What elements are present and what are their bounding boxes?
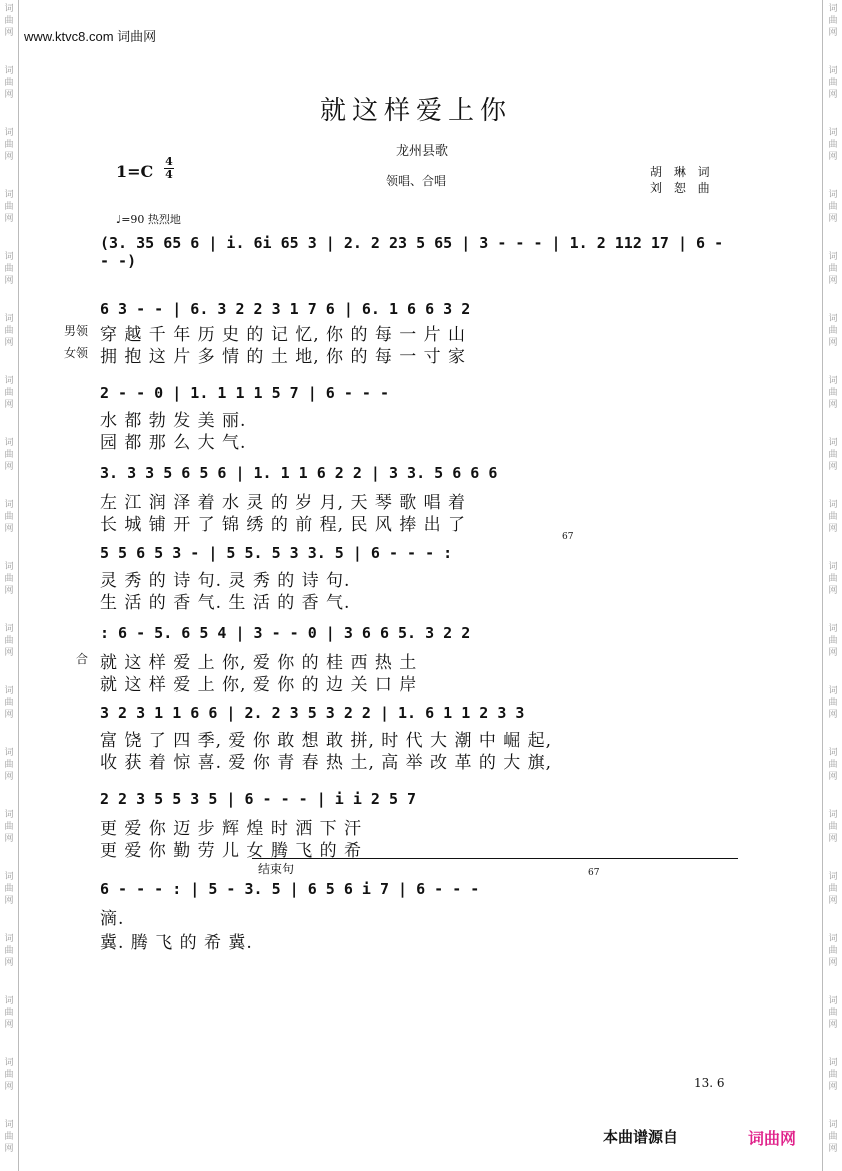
side-watermark-char: 词 — [4, 686, 14, 696]
lyrics-row-7-female: 收 获 着 惊 喜. 爱 你 青 春 热 土, 高 举 改 革 的 大 旗, — [100, 753, 553, 773]
side-watermark-char: 曲 — [4, 1070, 14, 1080]
side-watermark-char: 网 — [828, 462, 838, 472]
side-watermark-char: 曲 — [4, 78, 14, 88]
right-watermark-strip — [826, 0, 840, 1171]
side-watermark-char: 网 — [4, 90, 14, 100]
side-watermark-char: 词 — [4, 128, 14, 138]
side-watermark-char: 曲 — [4, 884, 14, 894]
side-watermark-char: 曲 — [828, 1070, 838, 1080]
singers: 领唱、合唱 — [386, 174, 447, 188]
notation-row-5: 5 5 6 5 3 - | 5 5. 5 3 3. 5 | 6 - - - : — [100, 544, 453, 562]
key-signature: 1=C — [116, 162, 154, 181]
side-watermark-char: 曲 — [828, 946, 838, 956]
side-watermark-char: 曲 — [828, 326, 838, 336]
side-watermark-char: 词 — [828, 1120, 838, 1130]
side-watermark-char: 曲 — [4, 326, 14, 336]
side-watermark-char: 词 — [828, 810, 838, 820]
side-watermark-char: 词 — [4, 190, 14, 200]
lyrics-row-3-male: 水 都 勃 发 美 丽. — [100, 411, 247, 431]
side-watermark-char: 网 — [4, 462, 14, 472]
lyrics-row-9-female: 冀. 腾 飞 的 希 冀. — [100, 933, 253, 953]
side-watermark-char: 词 — [828, 562, 838, 572]
side-watermark-char: 词 — [828, 996, 838, 1006]
side-watermark-char: 词 — [828, 438, 838, 448]
notation-row-3: 2 - - 0 | 1. 1 1 1 5 7 | 6 - - - — [100, 384, 389, 402]
side-watermark-char: 词 — [828, 872, 838, 882]
side-watermark-char: 曲 — [4, 16, 14, 26]
notation-row-1: (3. 35 65 6 | i. 6i 65 3 | 2. 2 23 5 65 | 3 - - - | 1. 2 112 17 | 6 - - -) — [100, 234, 724, 270]
side-watermark-char: 网 — [828, 338, 838, 348]
side-watermark-char: 曲 — [828, 140, 838, 150]
side-watermark-char: 网 — [4, 648, 14, 658]
side-watermark-char: 网 — [4, 1020, 14, 1030]
side-watermark-char: 曲 — [828, 698, 838, 708]
side-watermark-char: 曲 — [4, 202, 14, 212]
side-watermark-char: 网 — [828, 90, 838, 100]
notation-row-6: : 6 - 5. 6 5 4 | 3 - - 0 | 3 6 6 5. 3 2 2 — [100, 624, 471, 642]
side-watermark-char: 曲 — [828, 636, 838, 646]
part-label-female: 女领 — [64, 346, 89, 360]
side-watermark-char: 曲 — [4, 822, 14, 832]
lyrics-row-7-male: 富 饶 了 四 季, 爱 你 敢 想 敢 拼, 时 代 大 潮 中 崛 起, — [100, 731, 553, 751]
side-watermark-char: 网 — [828, 400, 838, 410]
left-watermark-strip — [2, 0, 16, 1171]
notation-row-4: 3. 3 3 5 6 5 6 | 1. 1 1 6 2 2 | 3 3. 5 6 6 6 — [100, 464, 498, 482]
side-watermark-char: 词 — [828, 1058, 838, 1068]
side-watermark-char: 曲 — [4, 1132, 14, 1142]
side-watermark-char: 网 — [828, 1082, 838, 1092]
side-watermark-char: 曲 — [4, 512, 14, 522]
side-watermark-char: 曲 — [4, 140, 14, 150]
side-watermark-char: 曲 — [4, 264, 14, 274]
lyricist-credit: 胡 琳 词 — [650, 165, 714, 179]
lyrics-row-2-female: 拥 抱 这 片 多 情 的 土 地, 你 的 每 一 寸 家 — [100, 347, 467, 367]
lyrics-row-6-male: 就 这 样 爱 上 你, 爱 你 的 桂 西 热 土 — [100, 653, 418, 673]
side-watermark-char: 曲 — [828, 574, 838, 584]
composer-credit: 刘 恕 曲 — [650, 181, 714, 195]
side-watermark-char: 曲 — [828, 450, 838, 460]
side-watermark-char: 网 — [828, 896, 838, 906]
left-margin-line — [18, 0, 19, 1171]
notation-row-7: 3 2 3 1 1 6 6 | 2. 2 3 5 3 2 2 | 1. 6 1 1 2 3 3 — [100, 704, 525, 722]
side-watermark-char: 词 — [4, 872, 14, 882]
lyrics-row-4-male: 左 江 润 泽 着 水 灵 的 岁 月, 天 琴 歌 唱 着 — [100, 493, 467, 513]
side-watermark-char: 曲 — [4, 574, 14, 584]
side-watermark-char: 网 — [828, 710, 838, 720]
side-watermark-char: 曲 — [4, 760, 14, 770]
side-watermark-char: 网 — [828, 28, 838, 38]
side-watermark-char: 词 — [828, 624, 838, 634]
time-signature-top: 4 — [165, 155, 173, 168]
side-watermark-char: 词 — [828, 686, 838, 696]
grace-note-row-5: 67 — [562, 532, 574, 542]
lyrics-row-6-female: 就 这 样 爱 上 你, 爱 你 的 边 关 口 岸 — [100, 675, 418, 695]
side-watermark-char: 网 — [828, 1020, 838, 1030]
tempo-marking: ♩=90 热烈地 — [116, 213, 181, 226]
side-watermark-char: 网 — [4, 772, 14, 782]
part-label-male: 男领 — [64, 324, 89, 338]
side-watermark-char: 词 — [828, 500, 838, 510]
side-watermark-char: 词 — [4, 252, 14, 262]
side-watermark-char: 网 — [4, 710, 14, 720]
lyrics-row-5-male: 灵 秀 的 诗 句. 灵 秀 的 诗 句. — [100, 571, 351, 591]
part-label-chorus: 合 — [76, 652, 89, 666]
side-watermark-char: 词 — [4, 934, 14, 944]
side-watermark-char: 曲 — [4, 698, 14, 708]
side-watermark-char: 词 — [828, 252, 838, 262]
side-watermark-char: 词 — [828, 934, 838, 944]
side-watermark-char: 网 — [4, 958, 14, 968]
side-watermark-char: 词 — [828, 376, 838, 386]
side-watermark-char: 曲 — [828, 264, 838, 274]
side-watermark-char: 词 — [4, 748, 14, 758]
lyrics-row-2-male: 穿 越 千 年 历 史 的 记 忆, 你 的 每 一 片 山 — [100, 325, 467, 345]
side-watermark-char: 曲 — [828, 884, 838, 894]
side-watermark-char: 词 — [4, 624, 14, 634]
side-watermark-char: 网 — [4, 1144, 14, 1154]
side-watermark-char: 网 — [4, 524, 14, 534]
song-title: 就这样爱上你 — [320, 96, 513, 126]
side-watermark-char: 曲 — [4, 946, 14, 956]
site-header[interactable]: www.ktvc8.com 词曲网 — [24, 29, 157, 44]
side-watermark-char: 曲 — [828, 16, 838, 26]
side-watermark-char: 词 — [4, 810, 14, 820]
song-subtitle: 龙州县歌 — [396, 144, 449, 159]
side-watermark-char: 曲 — [828, 1132, 838, 1142]
side-watermark-char: 词 — [4, 376, 14, 386]
side-watermark-char: 词 — [4, 500, 14, 510]
side-watermark-char: 词 — [4, 4, 14, 14]
side-watermark-char: 曲 — [828, 822, 838, 832]
side-watermark-char: 词 — [828, 748, 838, 758]
side-watermark-char: 网 — [4, 896, 14, 906]
side-watermark-char: 网 — [828, 834, 838, 844]
side-watermark-char: 网 — [4, 400, 14, 410]
side-watermark-char: 网 — [4, 1082, 14, 1092]
side-watermark-char: 网 — [4, 338, 14, 348]
grace-note-row-9: 67 — [588, 868, 600, 878]
time-signature-bottom: 4 — [165, 168, 173, 181]
side-watermark-char: 网 — [828, 214, 838, 224]
notation-row-9: 6 - - - : | 5 - 3. 5 | 6 5 6 i 7 | 6 - - - — [100, 880, 480, 898]
side-watermark-char: 曲 — [828, 512, 838, 522]
side-watermark-char: 词 — [828, 4, 838, 14]
side-watermark-char: 网 — [828, 958, 838, 968]
side-watermark-char: 曲 — [4, 388, 14, 398]
page-number: 13. 6 — [694, 1076, 725, 1090]
ending-label: 结束句 — [258, 862, 295, 876]
ending-bracket — [252, 858, 738, 859]
side-watermark-char: 网 — [4, 214, 14, 224]
side-watermark-char: 词 — [4, 562, 14, 572]
side-watermark-char: 网 — [4, 28, 14, 38]
lyrics-row-5-female: 生 活 的 香 气. 生 活 的 香 气. — [100, 593, 351, 613]
footer-brand-link[interactable]: 词曲网 — [748, 1131, 797, 1148]
side-watermark-char: 词 — [4, 314, 14, 324]
side-watermark-char: 词 — [4, 1058, 14, 1068]
side-watermark-char: 词 — [828, 66, 838, 76]
side-watermark-char: 曲 — [828, 78, 838, 88]
side-watermark-char: 曲 — [4, 1008, 14, 1018]
side-watermark-char: 网 — [828, 1144, 838, 1154]
side-watermark-char: 网 — [828, 772, 838, 782]
side-watermark-char: 词 — [4, 996, 14, 1006]
side-watermark-char: 网 — [4, 276, 14, 286]
side-watermark-char: 词 — [828, 190, 838, 200]
side-watermark-char: 网 — [828, 586, 838, 596]
lyrics-row-8-female: 更 爱 你 勤 劳 儿 女 腾 飞 的 希 — [100, 841, 363, 861]
notation-row-2: 6 3 - - | 6. 3 2 2 3 1 7 6 | 6. 1 6 6 3 2 — [100, 300, 471, 318]
time-signature — [164, 156, 174, 181]
side-watermark-char: 网 — [828, 276, 838, 286]
side-watermark-char: 词 — [4, 1120, 14, 1130]
footer-source-text: 本曲谱源自 — [603, 1129, 679, 1146]
side-watermark-char: 词 — [828, 128, 838, 138]
notation-row-8: 2 2 3 5 5 3 5 | 6 - - - | i i 2 5 7 — [100, 790, 417, 808]
side-watermark-char: 曲 — [828, 1008, 838, 1018]
side-watermark-char: 网 — [828, 152, 838, 162]
side-watermark-char: 词 — [4, 438, 14, 448]
right-margin-line — [822, 0, 823, 1171]
lyrics-row-4-female: 长 城 铺 开 了 锦 绣 的 前 程, 民 风 捧 出 了 — [100, 515, 467, 535]
lyrics-row-8-male: 更 爱 你 迈 步 辉 煌 时 洒 下 汗 — [100, 819, 363, 839]
side-watermark-char: 网 — [4, 586, 14, 596]
side-watermark-char: 曲 — [4, 450, 14, 460]
side-watermark-char: 网 — [828, 524, 838, 534]
side-watermark-char: 曲 — [828, 388, 838, 398]
side-watermark-char: 网 — [4, 834, 14, 844]
side-watermark-char: 曲 — [4, 636, 14, 646]
side-watermark-char: 词 — [4, 66, 14, 76]
side-watermark-char: 网 — [828, 648, 838, 658]
side-watermark-char: 曲 — [828, 202, 838, 212]
lyrics-row-9-male: 滴. — [100, 909, 125, 929]
side-watermark-char: 曲 — [828, 760, 838, 770]
side-watermark-char: 词 — [828, 314, 838, 324]
side-watermark-char: 网 — [4, 152, 14, 162]
lyrics-row-3-female: 园 都 那 么 大 气. — [100, 433, 247, 453]
